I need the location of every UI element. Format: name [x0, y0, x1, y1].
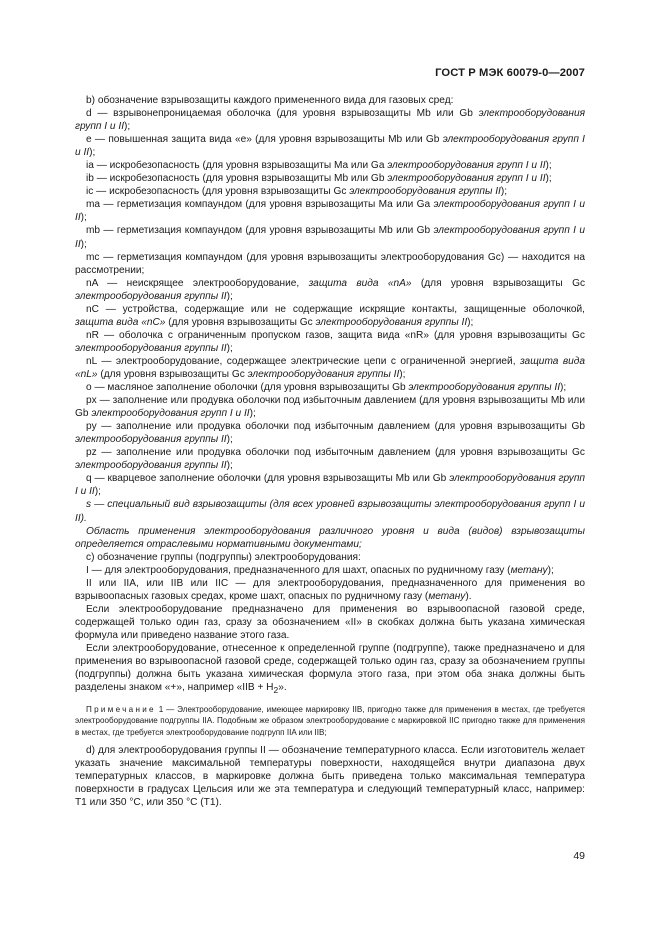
text-run: электрооборудования группы II	[408, 382, 561, 394]
text-run: Область применения электрооборудования различного уровня и вида (видов) взрывозащиты определяется отраслевыми нормативными документами;	[75, 525, 585, 550]
text-run: ma — герметизация компаундом (для уровня взрывозащиты Ma или Ga	[86, 199, 434, 211]
paragraph-ia	[75, 159, 585, 172]
text-run: Если электрооборудование, отнесенное к определенной группе (подгруппе), также предназначено и для применения во взрывоопасной газовой среде, содержащей только один газ, сразу за обозначением группы (подгруппы) должна быть указана химическая формула этого газа, при этом оба знака должны быть разделены знаком «+», например «IIB + H	[75, 642, 585, 694]
text-run: );	[124, 121, 131, 133]
paragraph-ic	[75, 185, 585, 198]
text-run: );	[545, 160, 552, 172]
note-text: — Электрооборудование, имеющее маркировку IIB, пригодно также для применения в местах, где требуется электрооборудование подгруппы IIA. Подобным же образом электрооборудование с маркировкой IIC пригодно также для применения в местах, где требуется электрооборудование подгрупп IIA или IIB;	[75, 705, 586, 737]
text-run: );	[226, 460, 233, 472]
text-run: электрооборудования групп I и II	[387, 160, 546, 172]
paragraph-area	[75, 525, 585, 551]
text-run: );	[80, 238, 87, 250]
text-run: );	[226, 342, 233, 354]
text-run: c) обозначение группы (подгруппы) электрооборудования:	[86, 551, 361, 563]
text-run: ic — искробезопасность (для уровня взрывозащиты Gc	[86, 186, 350, 198]
text-run: mb — герметизация компаундом (для уровня взрывозащиты Mb или Gb	[86, 225, 434, 237]
text-run: b) обозначение взрывозащиты каждого примененного вида для газовых сред:	[86, 95, 454, 106]
text-run: электрооборудования групп I и II	[75, 199, 585, 224]
text-run: s — специальный вид взрывозащиты (для всех уровней взрывозащиты электрооборудования групп I и II).	[75, 499, 585, 524]
text-run: );	[500, 186, 508, 198]
paragraph-e	[75, 133, 585, 159]
text-run: электрооборудования групп I и II	[75, 134, 585, 159]
text-run: (для уровня взрывозащиты Gc	[97, 368, 248, 380]
paragraph-px	[75, 394, 585, 420]
text-run: электрооборудования группы II	[75, 290, 227, 302]
paragraph-b	[75, 94, 585, 107]
text-run: электрооборудования группы II	[75, 434, 227, 446]
text-run: электрооборудования группы II	[349, 186, 501, 198]
text-run: );	[399, 368, 406, 380]
text-run: );	[226, 434, 233, 446]
paragraph-grpII	[75, 577, 585, 603]
text-run: Если электрооборудование предназначено для применения во взрывоопасной газовой среде, содержащей только один газ, сразу за обозначением «II» в скобках должна быть указана химическая формула или приведено название этого газа.	[75, 603, 585, 641]
text-run: nA — неискрящее электрооборудование,	[86, 277, 309, 289]
text-run: защита вида «nC»	[75, 316, 166, 328]
text-run: метану	[428, 590, 466, 602]
page-number: 49	[573, 850, 585, 862]
text-run: электрооборудования групп I и II	[387, 173, 546, 185]
text-run: mc — герметизация компаундом (для уровня взрывозащиты электрооборудования Gc) — находится на рассмотрении;	[75, 251, 585, 276]
paragraph-list	[75, 94, 585, 697]
text-run: );	[547, 564, 554, 576]
text-run: I — для электрооборудования, предназначенного для шахт, опасных по рудничному газу (	[86, 564, 511, 576]
text-run: электрооборудования группы II	[75, 342, 227, 354]
paragraph-py	[75, 420, 585, 446]
text-run: );	[560, 382, 567, 394]
text-run: o — масляное заполнение оболочки (для уровня взрывозащиты Gb	[86, 382, 409, 394]
text-run: электрооборудования групп I и II	[75, 225, 585, 250]
text-run: nL — электрооборудование, содержащее электрические цепи с ограниченной энергией,	[86, 355, 520, 367]
text-run: (для уровня взрывозащиты Gc	[165, 316, 316, 328]
text-run: метану	[510, 564, 548, 576]
text-run: q — кварцевое заполнение оболочки (для уровня взрывозащиты Mb или Gb	[86, 473, 450, 485]
text-run: защита вида «nA»	[308, 277, 412, 289]
text-run: py — заполнение или продувка оболочки под избыточным давлением (для уровня взрывозащиты Gb	[86, 421, 585, 433]
paragraph-ib	[75, 172, 585, 185]
paragraph-mc	[75, 251, 585, 277]
paragraph-d	[75, 107, 585, 133]
paragraph-nC	[75, 303, 585, 329]
document-body	[75, 94, 585, 809]
text-run: px — заполнение или продувка оболочки под избыточным давлением (для уровня взрывозащиты Mb или Gb	[75, 395, 585, 420]
text-run: ib — искробезопасность (для уровня взрывозащиты Mb или Gb	[86, 173, 388, 185]
text-run: электрооборудования группы II	[75, 460, 227, 472]
note-label: Примечание	[86, 705, 156, 715]
paragraph-nR	[75, 329, 585, 355]
text-run: e — повышенная защита вида «е» (для уровня взрывозащиты Mb или Gb	[86, 134, 443, 146]
text-run: );	[249, 408, 256, 420]
paragraph-nA	[75, 277, 585, 303]
text-run: );	[545, 173, 552, 185]
text-run: ).	[465, 590, 472, 602]
text-run: электрооборудования групп I и II	[75, 108, 585, 133]
paragraph-grpI	[75, 564, 585, 577]
text-run: электрооборудования группы II	[315, 316, 468, 328]
paragraph-single_gas	[75, 603, 585, 642]
paragraph-c	[75, 551, 585, 564]
paragraph-mb	[75, 224, 585, 250]
paragraph-q	[75, 472, 585, 498]
text-run: электрооборудования группы II	[247, 368, 400, 380]
paragraph-o	[75, 381, 585, 394]
text-run: электрооборудования групп I и II	[91, 408, 250, 420]
text-run: pz — заполнение или продувка оболочки под избыточным давлением (для уровня взрывозащиты Gc	[86, 447, 585, 459]
note-block	[75, 704, 585, 738]
text-run: nR — оболочка с ограниченным пропуском газов, защита вида «nR» (для уровня взрывозащиты Gc	[86, 329, 585, 341]
text-run: электрооборудования групп I и II	[75, 473, 586, 498]
text-run: );	[80, 212, 87, 224]
text-run: II или IIA, или IIB или IIC — для электрооборудования, предназначенного для применения во взрывоопасных газовых средах, кроме шахт, опасных по рудничному газу (	[75, 577, 585, 602]
paragraph-ma	[75, 198, 585, 224]
paragraph-plus_gas	[75, 642, 585, 697]
paragraph-nL	[75, 355, 585, 381]
text-run: );	[226, 290, 233, 302]
text-run: nC — устройства, содержащие или не содержащие искрящие контакты, защищенные оболочкой,	[86, 303, 585, 315]
text-run: d — взрывонепроницаемая оболочка (для уровня взрывозащиты Mb или Gb	[86, 108, 479, 120]
text-run: );	[94, 486, 101, 498]
paragraph-pz	[75, 446, 585, 472]
text-run: ».	[278, 682, 287, 694]
paragraph-d-temperature: d) для электрооборудования группы II — обозначение температурного класса. Если изготовитель желает указать значение максимальной температуры поверхности, находящейся внутри диапазона двух температурных классов, в маркировке должна быть приведена только максимальная температура поверхности в градусах Цельсия или же эта температура и следующий температурный класс, например: T1 или 350 °C, или 350 °C (T1).	[75, 744, 585, 808]
paragraph-s	[75, 498, 585, 524]
subscript: 2	[273, 685, 279, 696]
note-number: 1	[158, 705, 164, 715]
text-run: );	[89, 147, 96, 159]
text-run: (для уровня взрывозащиты Gc	[411, 277, 586, 289]
document-header: ГОСТ Р МЭК 60079-0—2007	[435, 67, 585, 79]
text-run: ia — искробезопасность (для уровня взрывозащиты Ma или Ga	[86, 160, 388, 172]
text-run: );	[467, 316, 474, 328]
text-run: защита вида «nL»	[75, 355, 585, 380]
